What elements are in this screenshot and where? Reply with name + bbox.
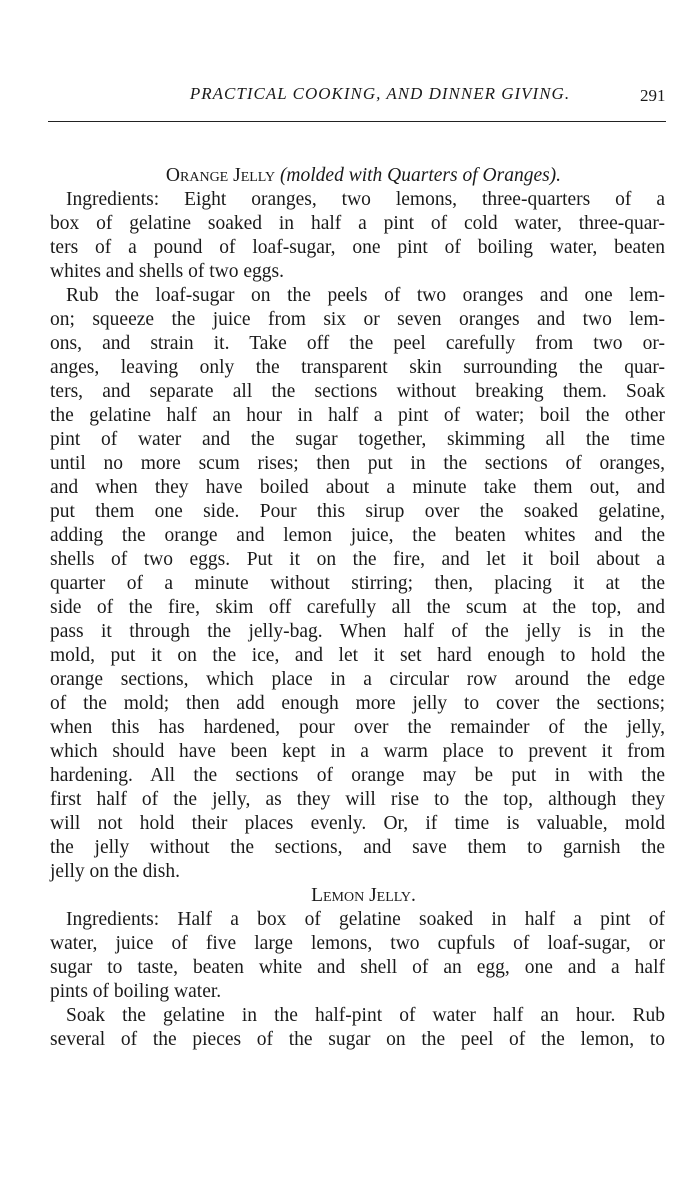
section-title: Orange Jelly <box>165 165 276 186</box>
text-line: water, juice of five large lemons, two cupfuls of loaf-sugar, or <box>50 933 665 954</box>
text-line: Ingredients: Eight oranges, two lemons, three-quarters of a <box>66 189 665 210</box>
text-line: Soak the gelatine in the half-pint of water half an hour. Rub <box>66 1005 665 1026</box>
text-line: anges, leaving only the transparent skin surrounding the quar- <box>50 357 665 378</box>
text-line: mold, put it on the ice, and let it set hard enough to hold the <box>50 645 665 666</box>
text-line: box of gelatine soaked in half a pint of cold water, three-quar- <box>50 213 665 234</box>
text-line: Ingredients: Half a box of gelatine soaked in half a pint of <box>66 909 665 930</box>
page-number: 291 <box>640 86 666 105</box>
header-rule <box>48 121 666 122</box>
text-line: shells of two eggs. Put it on the fire, and let it boil about a <box>50 549 665 570</box>
text-line: put them one side. Pour this sirup over the soaked gelatine, <box>50 501 665 522</box>
text-line: orange sections, which place in a circular row around the edge <box>50 669 665 690</box>
text-line: the jelly without the sections, and save them to garnish the <box>50 837 665 858</box>
text-line: on; squeeze the juice from six or seven oranges and two lem- <box>50 309 665 330</box>
text-line: Rub the loaf-sugar on the peels of two oranges and one lem- <box>66 285 665 306</box>
text-line: until no more scum rises; then put in the sections of oranges, <box>50 453 665 474</box>
section-title: Lemon Jelly. <box>311 885 416 906</box>
text-line: ters, and separate all the sections without breaking them. Soak <box>50 381 665 402</box>
text-line: sugar to taste, beaten white and shell of an egg, one and a half <box>50 957 665 978</box>
text-line: pint of water and the sugar together, skimming all the time <box>50 429 665 450</box>
section-heading <box>62 164 665 188</box>
text-line: jelly on the dish. <box>50 861 180 882</box>
text-line: pass it through the jelly-bag. When half of the jelly is in the <box>50 621 665 642</box>
text-line: which should have been kept in a warm place to prevent it from <box>50 741 665 762</box>
text-line: quarter of a minute without stirring; then, placing it at the <box>50 573 665 594</box>
text-line: ters of a pound of loaf-sugar, one pint of boiling water, beaten <box>50 237 665 258</box>
running-head: PRACTICAL COOKING, AND DINNER GIVING. <box>189 84 571 103</box>
text-line: several of the pieces of the sugar on the peel of the lemon, to <box>50 1029 665 1050</box>
text-line: adding the orange and lemon juice, the beaten whites and the <box>50 525 665 546</box>
section-heading <box>62 884 665 908</box>
body-text <box>50 164 665 1052</box>
text-line: pints of boiling water. <box>50 981 222 1002</box>
text-line: when this has hardened, pour over the remainder of the jelly, <box>50 717 665 738</box>
text-line: of the mold; then add enough more jelly to cover the sections; <box>50 693 665 714</box>
section-subtitle: (molded with Quarters of Oranges). <box>279 165 562 186</box>
text-line: side of the fire, skim off carefully all the scum at the top, and <box>50 597 665 618</box>
text-line: hardening. All the sections of orange may be put in with the <box>50 765 665 786</box>
text-line: whites and shells of two eggs. <box>50 261 284 282</box>
text-line: the gelatine half an hour in half a pint of water; boil the other <box>50 405 665 426</box>
text-line: ons, and strain it. Take off the peel carefully from two or- <box>50 333 665 354</box>
text-line: first half of the jelly, as they will rise to the top, although they <box>50 789 665 810</box>
text-line: and when they have boiled about a minute take them out, and <box>50 477 665 498</box>
text-line: will not hold their places evenly. Or, if time is valuable, mold <box>50 813 665 834</box>
